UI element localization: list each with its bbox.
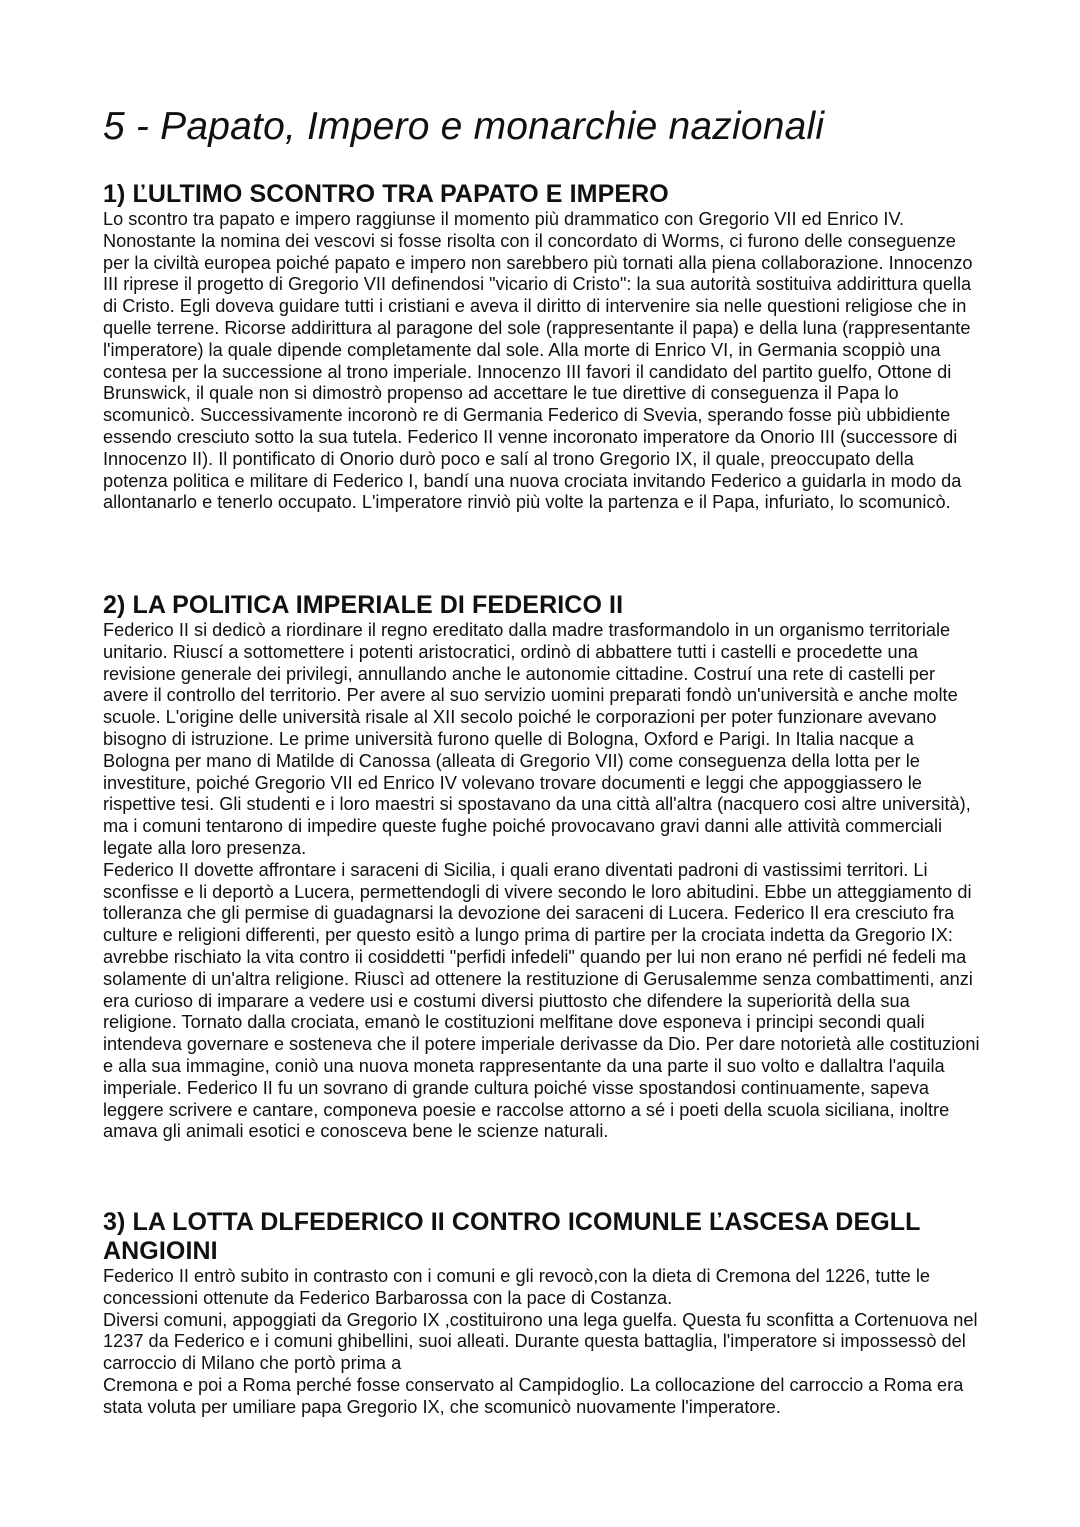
section-ultimo-scontro xyxy=(103,180,983,514)
section-paragraph: Lo scontro tra papato e impero raggiunse il momento più drammatico con Gregorio VII ed Enrico IV. Nonostante la nomina dei vescovi si fosse risolta con il concordato di Worms, ci furono delle conseguenze per la civiltà europea poiché papato e impero non sarebbero più tornati alla piena collaborazione. Innocenzo III riprese il progetto di Gregorio VII definendosi "vicario di Cristo": la sua autorità sostituiva addirittura quella di Cristo. Egli doveva guidare tutti i cristiani e aveva il diritto di intervenire sia nelle questioni religiose che in quelle terrene. Ricorse addirittura al paragone del sole (rappresentante il papa) e della luna (rappresentante l'imperatore) la quale dipende completamente dal sole. Alla morte di Enrico VI, in Germania scoppiò una contesa per la successione al trono imperiale. Innocenzo III favori il candidato del partito guelfo, Ottone di Brunswick, il quale non si dimostrò propenso ad accettare le tue direttive di conseguenza il Papa lo scomunicò. Successivamente incoronò re di Germania Federico di Svevia, sperando fosse più ubbidiente essendo cresciuto sotto la sua tutela. Federico II venne incoronato imperatore da Onorio III (successore di Innocenzo II). Il pontificato di Onorio durò poco e salí al trono Gregorio IX, il quale, preoccupato della potenza politica e militare di Federico I, bandí una nuova crociata invitando Federico a guidarla in modo da allontanarlo e tenerlo occupato. L'imperatore rinviò più volte la partenza e il Papa, infuriato, lo scomunicò. xyxy=(103,209,973,513)
section-paragraph: Federico II si dedicò a riordinare il regno ereditato dalla madre trasformandolo in un organismo territoriale unitario. Riuscí a sottomettere i potenti aristocratici, ordinò di abbattere tutti i castelli e procedette una revisione generale dei privilegi, annullando anche le autonomie cittadine. Costruí una rete di castelli per avere il controllo del territorio. Per avere al suo servizio uomini preparati fondò un'università e anche molte scuole. L'origine delle università risale al XII secolo poiché le corporazioni per poter funzionare avevano bisogno di istruzione. Le prime università furono quelle di Bologna, Oxford e Parigi. In Italia nacque a Bologna per mano di Matilde di Canossa (alleata di Gregorio VII) come conseguenza della lotta per le investiture, poiché Gregorio VII ed Enrico IV volevano trovare documenti e leggi che appoggiassero le rispettive tesi. Gli studenti e i loro maestri si spostavano da una città all'altra (nacquero cosi altre università), ma i comuni tentarono di impedire queste fughe poiché provocavano gravi danni alle attività commerciali legate alla loro presenza. xyxy=(103,620,971,858)
section-paragraph: Federico II dovette affrontare i saraceni di Sicilia, i quali erano diventati padroni di vastissimi territori. Li sconfisse e li deportò a Lucera, permettendogli di vivere secondo le loro abitudini. Ebbe un atteggiamento di tolleranza che gli permise di guadagnarsi la devozione dei saraceni di Lucera. Federico Il era cresciuto fra culture e religioni differenti, per questo esitò a lungo prima di partire per la crociata indetta da Gregorio IX: avrebbe rischiato la vita contro ii cosiddetti "perfidi infedeli" quando per lui non erano né perfidi né fedeli ma solamente di un'altra religione. Riuscì ad ottenere la restituzione di Gerusalemme senza combattimenti, anzi era curioso di imparare a vedere usi e costumi diversi piuttosto che difendere la superiorità della sua religione. Tornato dalla crociata, emanò le costituzioni melfitane dove esponeva i principi secondi quali intendeva governare e sosteneva che il potere imperiale derivasse da Dio. Per dare notorietà alle costituzioni e alla sua immagine, coniò una nuova moneta rappresentante da una parte il suo volto e dallaltra l'aquila imperiale. Federico II fu un sovrano di grande cultura poiché visse spostandosi continuamente, sapeva leggere scrivere e cantare, componeva poesie e raccolse attorno a sé i poeti della scuola siciliana, inoltre amava gli animali esotici e conosceva bene le scienze naturali. xyxy=(103,859,980,1142)
document-title: 5 - Papato, Impero e monarchie nazionali xyxy=(103,105,825,148)
section-paragraph: Federico II entrò subito in contrasto con i comuni e gli revocò,con la dieta di Cremona del 1226, tutte le concessioni ottenute da Federico Barbarossa con la pace di Costanza. xyxy=(103,1266,930,1308)
section-heading: 2) LA POLITICA IMPERIALE DI FEDERICO II xyxy=(103,591,624,619)
section-lotta-comuni xyxy=(103,1208,983,1419)
section-paragraph: Cremona e poi a Roma perché fosse conservato al Campidoglio. La collocazione del carroccio a Roma era stata voluta per umiliare papa Gregorio IX, che scomunicò nuovamente l'imperatore. xyxy=(103,1374,964,1417)
section-heading: 1) ĽULTIMO SCONTRO TRA PAPATO E IMPERO xyxy=(103,180,669,208)
section-heading: 3) LA LOTTA DLFEDERICO II CONTRO ICOMUNLE ĽASCESA DEGLL ANGIOINI xyxy=(103,1208,921,1265)
section-paragraph: Diversi comuni, appoggiati da Gregorio IX ,costituirono una lega guelfa. Questa fu sconfitta a Cortenuova nel 1237 da Federico e i comuni ghibellini, suoi alleati. Durante questa battaglia, l'imperatore si impossessò del carroccio di Milano che portò prima a xyxy=(103,1309,978,1374)
section-politica-imperiale xyxy=(103,591,983,1143)
document-page xyxy=(103,104,983,1417)
